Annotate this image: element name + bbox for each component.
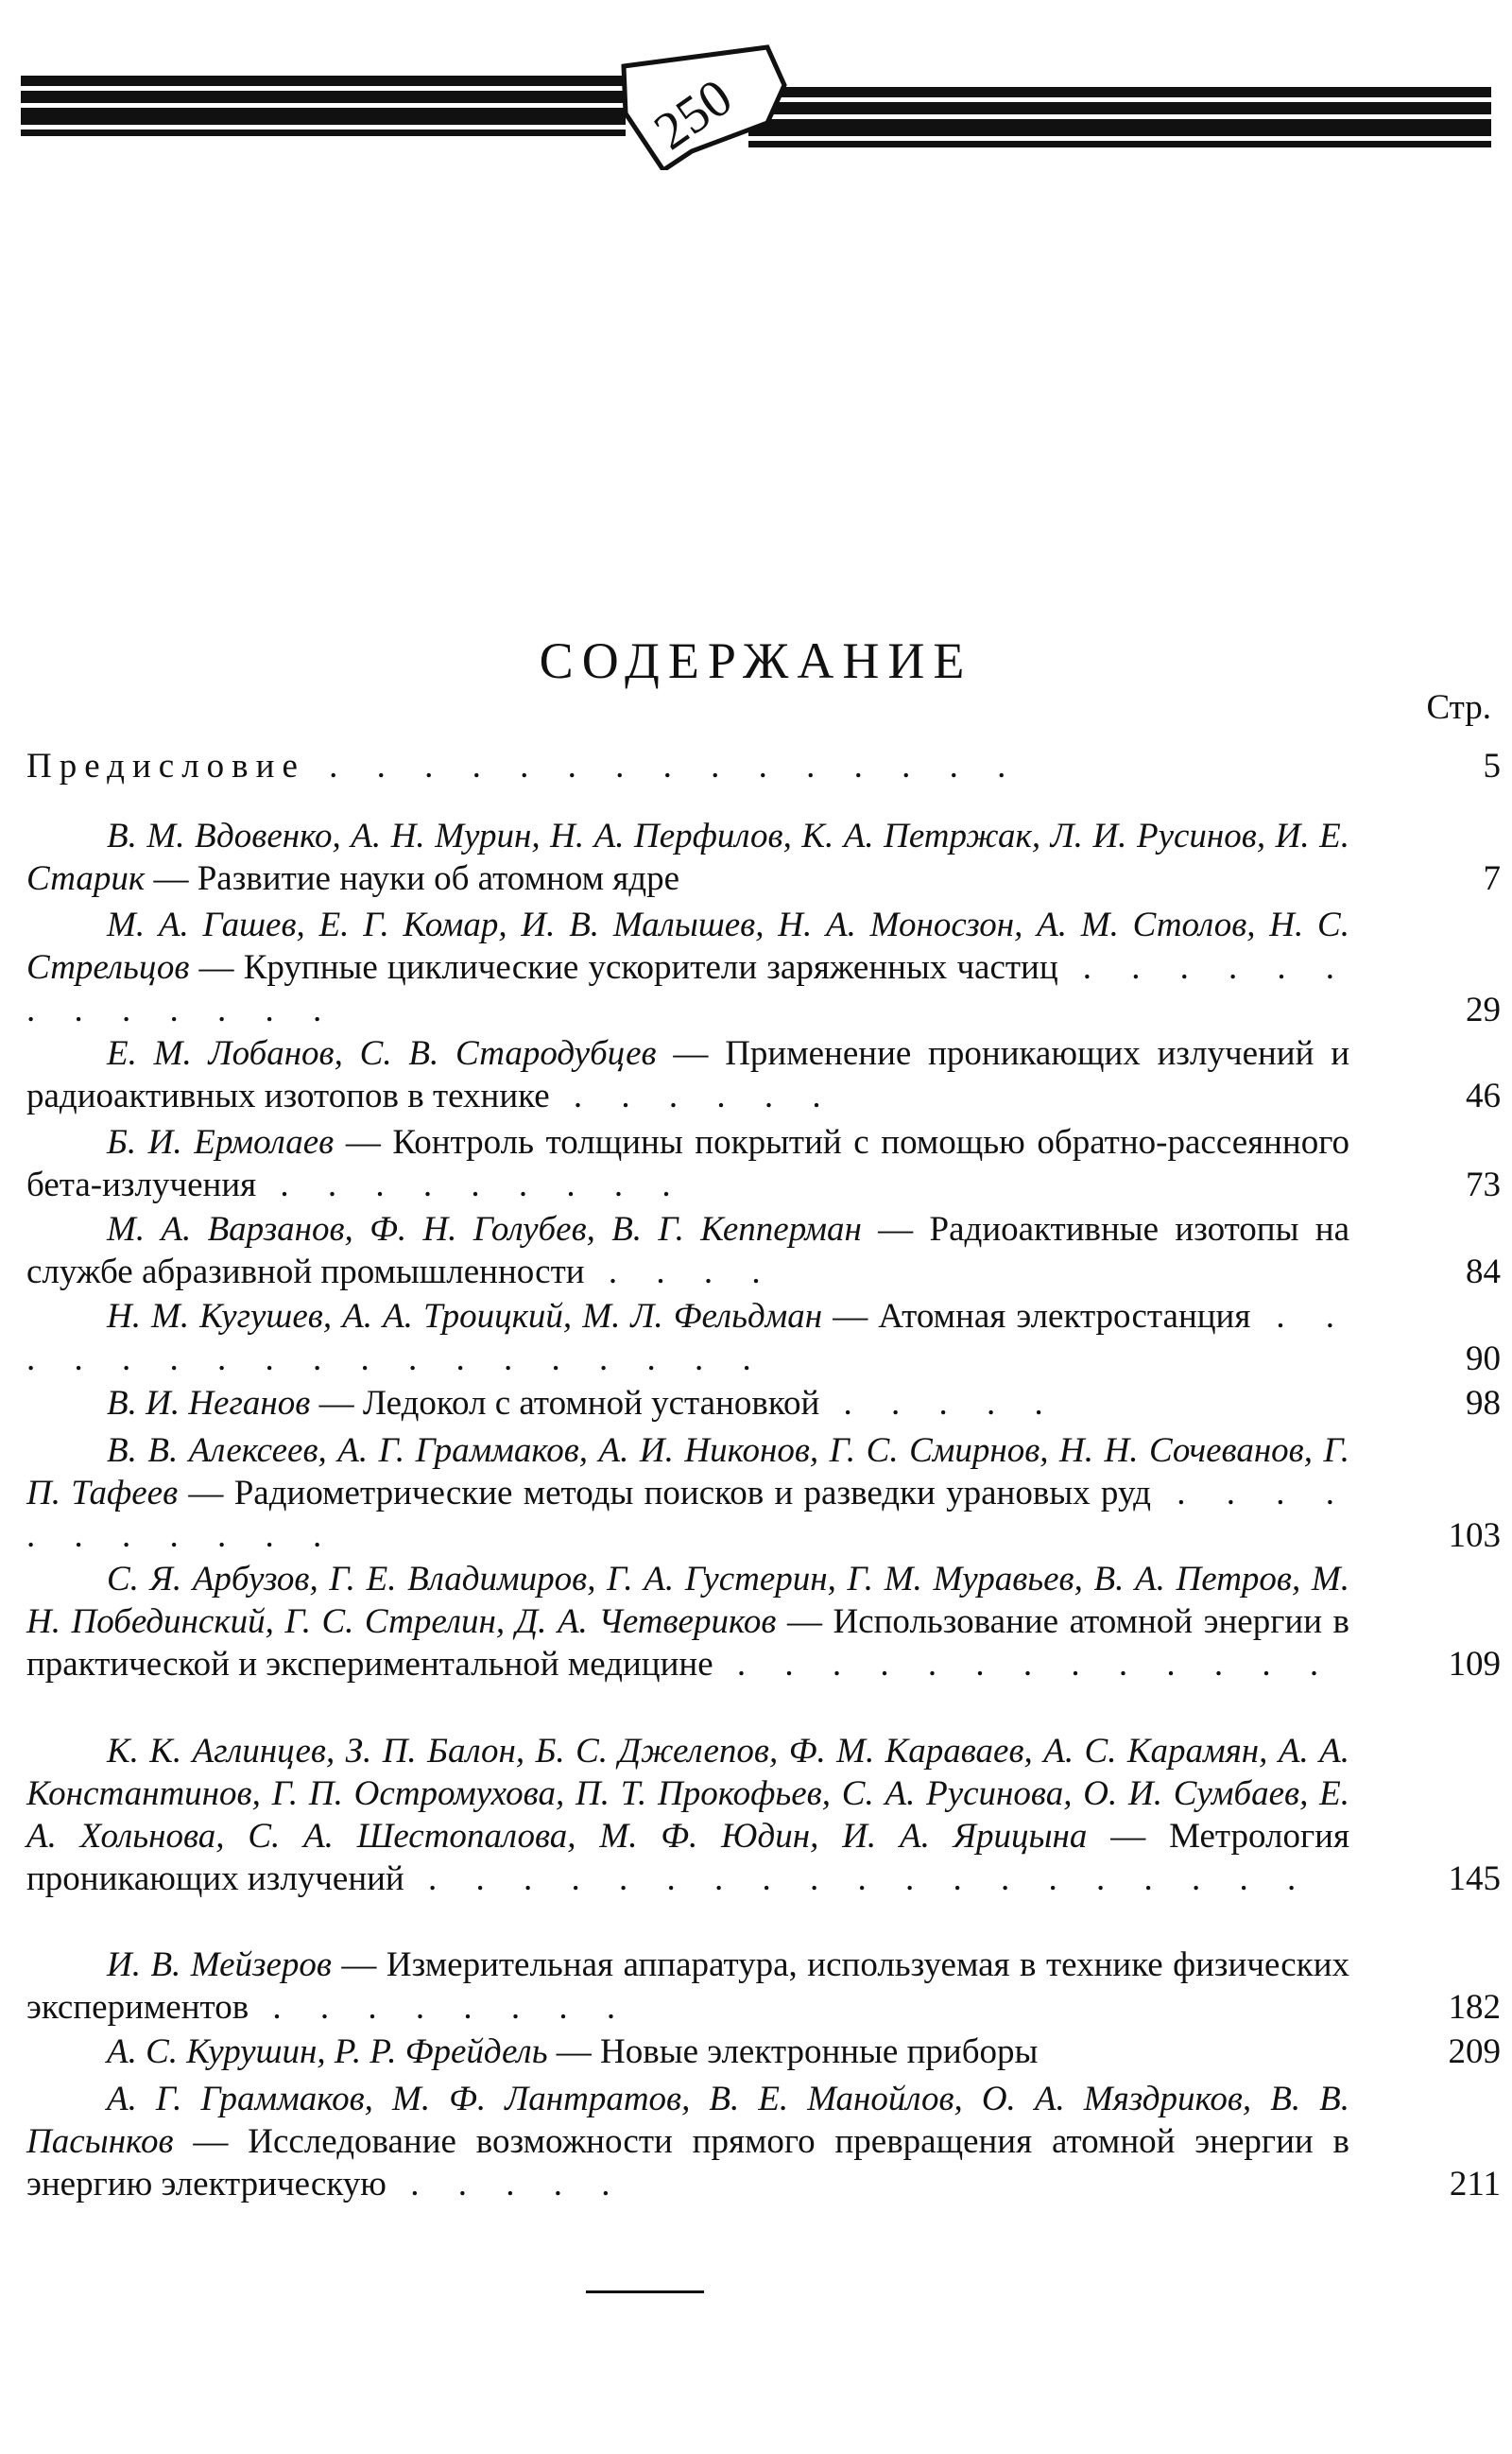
page-ref: 29 (1466, 991, 1501, 1029)
preface-label: Предисловие (26, 747, 305, 786)
entry-title: Исследование возможности прямого превращения атомной энергии в энергию электрическую (26, 2122, 1349, 2203)
entry-authors: М. А. Варзанов, Ф. Н. Голубев, В. Г. Кепперман (107, 1210, 862, 1249)
entry-title: Метрология проникающих излучений (26, 1817, 1349, 1898)
entry-title: Атомная электростанция (878, 1297, 1251, 1336)
page-ref: 98 (1466, 1384, 1501, 1423)
page-ref: 5 (1483, 747, 1501, 786)
dot-leader: . . . . . . . . . . . . . (713, 1645, 1334, 1684)
page-column-label: Стр. (1426, 688, 1491, 727)
entry-title: Ледокол с атомной установкой (362, 1384, 820, 1423)
dot-leader: . . . . . . . . . (256, 1166, 686, 1204)
page-number-banner (21, 28, 1491, 170)
toc-entry: К. К. Аглинцев, З. П. Балон, Б. С. Джелепов, Ф. М. Караваев, А. С. Карамян, А. А. Константинов, Г. П. Остромухова, П. Т. Прокофьев, С. А. Русинова, О. И. Сумбаев, Е. А. Хольнова, С. А. Шестопалова, М. Ф. Юдин, И. А. Ярицына — Метрология проникающих излучений . . . . . . . . . . . . . . . . . . . 145 (26, 1732, 1501, 1898)
page-ref: 90 (1466, 1339, 1501, 1378)
entry-authors: И. В. Мейзеров (107, 1945, 332, 1984)
toc-entry: В. В. Алексеев, А. Г. Граммаков, А. И. Никонов, Г. С. Смирнов, Н. Н. Сочеванов, Г. П. Тафеев — Радиометрические методы поисков и разведки урановых руд . . . . . . . . . . . 103 (26, 1431, 1501, 1555)
dot-leader: . . . . . (819, 1384, 1058, 1423)
page-ref: 209 (1448, 2032, 1501, 2071)
toc-entry: В. М. Вдовенко, А. Н. Мурин, Н. А. Перфилов, К. А. Петржак, Л. И. Русинов, И. Е. Старик — Развитие науки об атомном ядре 7 (26, 817, 1501, 898)
dot-leader: . . . . . . . . . . . (26, 1474, 1350, 1555)
toc-entry: С. Я. Арбузов, Г. Е. Владимиров, Г. А. Густерин, Г. М. Муравьев, В. А. Петров, М. Н. Побединский, Г. С. Стрелин, Д. А. Четвериков — Использование атомной энергии в практической и экспериментальной медицине . . . . . . . . . . . . . 109 (26, 1560, 1501, 1684)
entry-title: Измерительная аппаратура, используемая в технике физических экспериментов (26, 1945, 1349, 2027)
dot-leader: . . . . (584, 1253, 776, 1291)
entry-authors: А. Г. Граммаков, М. Ф. Лантратов, В. Е. Манойлов, О. А. Мяздриков, В. В. Пасынков (26, 2080, 1349, 2161)
toc-entry: Б. И. Ермолаев — Контроль толщины покрытий с помощью обратно-рассеянного бета-излучения . . . . . . . . . 73 (26, 1123, 1501, 1204)
dot-leader: . . . . . . . . . . . . . (26, 948, 1350, 1029)
toc-entry: А. Г. Граммаков, М. Ф. Лантратов, В. Е. Манойлов, О. А. Мяздриков, В. В. Пасынков — Исследование возможности прямого превращения атомной энергии в энергию электрическую . . . . . 211 (26, 2080, 1501, 2203)
entry-title: Новые электронные приборы (600, 2032, 1039, 2071)
end-rule (586, 2290, 704, 2293)
page-ref: 7 (1483, 859, 1501, 898)
toc-entry: М. А. Варзанов, Ф. Н. Голубев, В. Г. Кепперман — Радиоактивные изотопы на службе абразивной промышленности . . . . 84 (26, 1210, 1501, 1291)
dot-leader: . . . . . . . . . . . . . . . . . . . (404, 1859, 1312, 1898)
toc-entry: Е. М. Лобанов, С. В. Стародубцев — Применение проникающих излучений и радиоактивных изотопов в технике . . . . . . 46 (26, 1034, 1501, 1115)
entry-title: Радиоактивные изотопы на службе абразивной промышленности (26, 1210, 1349, 1291)
dot-leader: . . . . . . . . . . . . . . . (304, 747, 1022, 786)
page-ref: 84 (1466, 1253, 1501, 1291)
entry-title: Радиометрические методы поисков и разведки урановых руд (233, 1474, 1151, 1512)
entry-title: Развитие науки об атомном ядре (197, 859, 680, 898)
toc-entry: И. В. Мейзеров — Измерительная аппаратура, используемая в технике физических экспериментов . . . . . . . . 182 (26, 1945, 1501, 2027)
page-number: 250 (644, 67, 743, 162)
entry-authors: К. К. Аглинцев, З. П. Балон, Б. С. Джелепов, Ф. М. Караваев, А. С. Карамян, А. А. Константинов, Г. П. Остромухова, П. Т. Прокофьев, С. А. Русинова, О. И. Сумбаев, Е. А. Хольнова, С. А. Шестопалова, М. Ф. Юдин, И. А. Ярицына (26, 1732, 1349, 1856)
dot-leader: . . . . . (386, 2165, 626, 2203)
toc-entry: Н. М. Кугушев, А. А. Троицкий, М. Л. Фельдман — Атомная электростанция . . . . . . . . . . . . . . . . . . 90 (26, 1297, 1501, 1378)
page-ref: 145 (1448, 1859, 1501, 1898)
entry-title: Применение проникающих излучений и радиоактивных изотопов в технике (26, 1034, 1349, 1115)
entry-authors: В. М. Вдовенко, А. Н. Мурин, Н. А. Перфилов, К. А. Петржак, Л. И. Русинов, И. Е. Старик (26, 817, 1349, 898)
entry-authors: Е. М. Лобанов, С. В. Стародубцев (107, 1034, 657, 1073)
dot-leader: . . . . . . . . (249, 1988, 631, 2027)
page-ref: 211 (1449, 2165, 1501, 2203)
toc-entry: А. С. Курушин, Р. Р. Фрейдель — Новые электронные приборы 209 (107, 2032, 1501, 2071)
entry-title: Контроль толщины покрытий с помощью обратно-рассеянного бета-излучения (26, 1123, 1349, 1204)
entry-authors: Н. М. Кугушев, А. А. Троицкий, М. Л. Фельдман (107, 1297, 823, 1336)
page-ref: 109 (1448, 1645, 1501, 1684)
dot-leader: . . . . . . . . . . . . . . . . . . (26, 1297, 1349, 1378)
entry-authors: С. Я. Арбузов, Г. Е. Владимиров, Г. А. Густерин, Г. М. Муравьев, В. А. Петров, М. Н. Побединский, Г. С. Стрелин, Д. А. Четвериков (26, 1560, 1349, 1641)
page-title: СОДЕРЖАНИЕ (539, 632, 973, 689)
page-ref: 103 (1448, 1516, 1501, 1555)
toc-entry-preface (26, 745, 1501, 787)
entry-authors: В. В. Алексеев, А. Г. Граммаков, А. И. Никонов, Г. С. Смирнов, Н. Н. Сочеванов, Г. П. Тафеев (26, 1431, 1349, 1512)
toc-entry: В. И. Неганов — Ледокол с атомной установкой . . . . . 98 (107, 1384, 1501, 1423)
dot-leader: . . . . . . (549, 1077, 836, 1115)
toc-entry: М. А. Гашев, Е. Г. Комар, И. В. Малышев, Н. А. Моносзон, А. М. Столов, Н. С. Стрельцов — Крупные циклические ускорители заряженных частиц . . . . . . . . . . . . . 29 (26, 906, 1501, 1029)
entry-title: Крупные циклические ускорители заряженных частиц (243, 948, 1058, 987)
page-ref: 46 (1466, 1077, 1501, 1115)
entry-title: Использование атомной энергии в практической и экспериментальной медицине (26, 1602, 1350, 1684)
page-ref: 182 (1448, 1988, 1501, 2027)
entry-authors: В. И. Неганов (107, 1384, 311, 1423)
entry-authors: А. С. Курушин, Р. Р. Фрейдель (107, 2032, 548, 2071)
entry-authors: М. А. Гашев, Е. Г. Комар, И. В. Малышев, Н. А. Моносзон, А. М. Столов, Н. С. Стрельцов (26, 906, 1349, 987)
page-ref: 73 (1466, 1166, 1501, 1204)
entry-authors: Б. И. Ермолаев (107, 1123, 335, 1162)
